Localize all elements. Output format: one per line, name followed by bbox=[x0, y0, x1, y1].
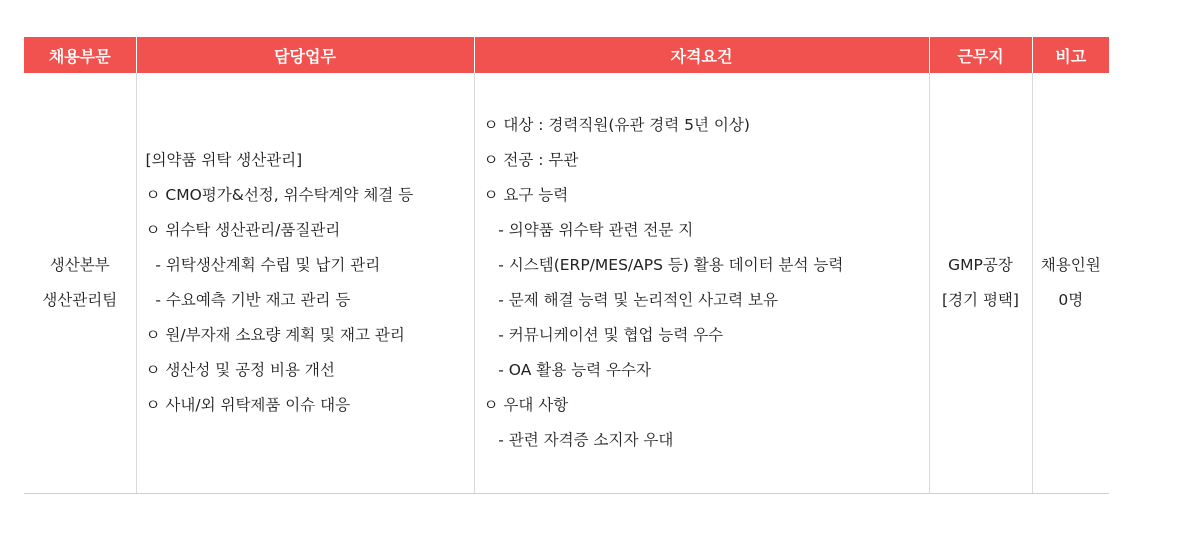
cell-remarks bbox=[1032, 73, 1109, 494]
cell-duties bbox=[136, 73, 474, 494]
cell-location bbox=[929, 73, 1032, 494]
duty-line: - 위탁생산계획 수립 및 납기 관리 bbox=[145, 256, 381, 274]
qualification-line: - OA 활용 능력 우수자 bbox=[483, 361, 651, 379]
qualification-line: - 문제 해결 능력 및 논리적인 사고력 보유 bbox=[483, 291, 778, 309]
qualification-line: - 의약품 위수탁 관련 전문 지 bbox=[483, 221, 694, 239]
cell-dept bbox=[24, 73, 136, 494]
table-header-row bbox=[24, 37, 1109, 73]
duty-line: [의약품 위탁 생산관리] bbox=[145, 151, 303, 169]
qualification-line: - 커뮤니케이션 및 협업 능력 우수 bbox=[483, 326, 724, 344]
duty-line: ㅇ 생산성 및 공정 비용 개선 bbox=[145, 361, 335, 379]
location-line: GMP공장 bbox=[948, 256, 1013, 274]
header-duties: 담당업무 bbox=[136, 37, 474, 73]
header-location: 근무지 bbox=[929, 37, 1032, 73]
qualification-line: ㅇ 우대 사항 bbox=[483, 396, 569, 414]
qualification-line: - 관련 자격증 소지자 우대 bbox=[483, 431, 674, 449]
qualification-line: ㅇ 전공 : 무관 bbox=[483, 151, 579, 169]
remarks-line: 0명 bbox=[1058, 291, 1084, 309]
duty-line: ㅇ 사내/외 위탁제품 이슈 대응 bbox=[145, 396, 351, 414]
dept-line: 생산관리팀 bbox=[42, 291, 118, 309]
table-row bbox=[24, 73, 1109, 494]
header-dept: 채용부문 bbox=[24, 37, 136, 73]
qualification-line: ㅇ 대상 : 경력직원(유관 경력 5년 이상) bbox=[483, 116, 750, 134]
duty-line: - 수요예측 기반 재고 관리 등 bbox=[145, 291, 351, 309]
dept-line: 생산본부 bbox=[49, 256, 110, 274]
header-remarks: 비고 bbox=[1032, 37, 1109, 73]
qualification-line: ㅇ 요구 능력 bbox=[483, 186, 569, 204]
duty-line: ㅇ 원/부자재 소요량 계획 및 재고 관리 bbox=[145, 326, 405, 344]
location-line: [경기 평택] bbox=[942, 291, 1019, 309]
duty-line: ㅇ 위수탁 생산관리/품질관리 bbox=[145, 221, 341, 239]
cell-qualifications bbox=[474, 73, 929, 494]
job-posting-table bbox=[24, 37, 1109, 494]
qualification-line: - 시스템(ERP/MES/APS 등) 활용 데이터 분석 능력 bbox=[483, 256, 844, 274]
header-qualifications: 자격요건 bbox=[474, 37, 929, 73]
remarks-line: 채용인원 bbox=[1040, 256, 1101, 274]
duty-line: ㅇ CMO평가&선정, 위수탁계약 체결 등 bbox=[145, 186, 414, 204]
